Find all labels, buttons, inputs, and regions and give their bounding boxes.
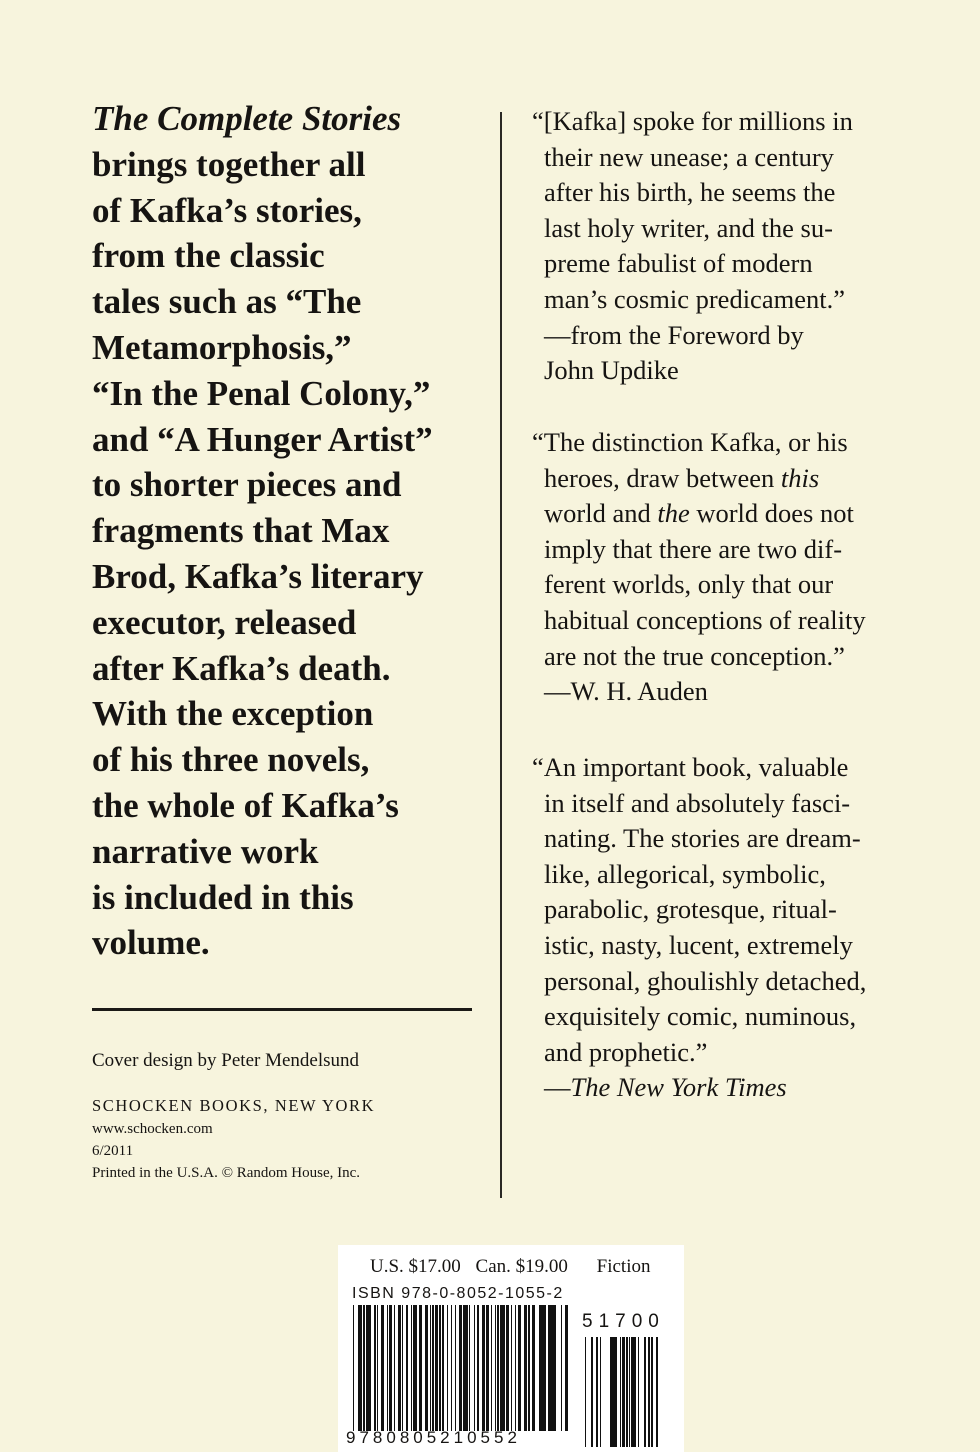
barcode-bar [464,1305,467,1431]
barcode-bar [467,1305,468,1431]
barcode-bar [455,1305,456,1431]
quote-line [532,461,932,497]
blurb-line: Metamorphosis,” [92,327,352,367]
blurb-line: volume. [92,923,210,963]
blurb-line: of his three novels, [92,740,370,780]
quote-line: like, allegorical, symbolic, [544,858,826,889]
blurb-line: brings together all [92,144,366,184]
barcode-bar [461,1305,462,1431]
quote-text: world and [544,498,658,529]
barcode-bar [553,1305,555,1431]
ean-barcode-bars [352,1305,570,1431]
barcode-bar [430,1305,431,1431]
barcode-bar [363,1305,365,1431]
blurb-line: executor, released [92,602,357,642]
barcode-bar [648,1337,650,1447]
barcode-bar [502,1305,505,1431]
barcode-bar [451,1305,452,1431]
quote-line: imply that there are two dif- [544,533,843,564]
quote-line: last holy writer, and the su- [544,212,833,243]
barcode-bar [548,1305,549,1431]
quote-line: “[Kafka] spoke for millions in [532,106,853,136]
blurb-line: tales such as “The [92,282,362,322]
barcode-bar [419,1305,422,1431]
quote-line: “The distinction Kafka, or his [532,427,848,457]
quote-line: preme fabulist of modern [544,248,813,279]
blurb-line: after Kafka’s death. [92,648,391,688]
quote-line: ferent worlds, only that our [544,569,834,600]
barcode-bar [411,1305,412,1431]
barcode-bar [439,1305,440,1431]
barcode-bar [498,1305,499,1431]
barcode-bar [596,1337,598,1447]
price-us: U.S. $17.00 [370,1256,461,1277]
quote-line: are not the true conception.” [544,640,845,671]
cover-design-credit: Cover design by Peter Mendelsund [92,1050,360,1071]
quote-attribution: —from the Foreword by [544,319,804,350]
barcode-bar [565,1305,568,1431]
quote-emphasis: this [780,462,820,493]
quote-attribution: John Updike [544,355,679,386]
barcode-bar [474,1305,475,1431]
barcode-bar [555,1305,556,1431]
book-title: The Complete Stories [92,99,402,138]
barcode-bar [515,1305,516,1431]
quote-line [532,496,932,532]
barcode-bar [506,1305,509,1431]
barcode-bar [361,1305,362,1431]
barcode-bar [610,1337,613,1447]
barcode-bar [381,1305,384,1431]
barcode-bar [440,1305,441,1431]
attribution-dash: — [544,1072,571,1103]
barcode-bar [491,1305,492,1431]
barcode-bar [622,1337,625,1447]
barcode-bar [528,1305,530,1431]
barcode-bar [413,1305,414,1431]
quote-line: istic, nasty, lucent, extremely [544,929,853,960]
barcode-bar [600,1337,601,1447]
barcode-bar [398,1305,401,1431]
price-can: Can. $19.00 [475,1256,568,1277]
barcode-bar [442,1305,444,1431]
barcode-bar [447,1305,448,1431]
price-line [370,1256,661,1278]
printed-notice: Printed in the U.S.A. © Random House, Inc. [92,1165,361,1181]
quote-attribution: —W. H. Auden [544,676,708,707]
blurb-line: the whole of Kafka’s [92,785,399,825]
publisher-name: SCHOCKEN BOOKS, NEW YORK [92,1096,376,1115]
barcode-bar [626,1337,628,1447]
quote-nyt [532,750,932,1106]
barcode-bar [549,1305,552,1431]
barcode-bar [459,1305,461,1431]
blurb-line: fragments that Max [92,511,390,551]
quote-line: “An important book, valuable [532,752,849,782]
quote-line: in itself and absolutely fasci- [544,787,851,818]
barcode-bar [432,1305,434,1431]
barcode-bar [544,1305,546,1431]
barcode-bar [524,1305,527,1431]
horizontal-rule [92,1008,472,1011]
barcode-bar [358,1305,361,1431]
barcode-bar [644,1337,646,1447]
blurb-line: from the classic [92,236,325,276]
barcode-bar [387,1305,388,1431]
quote-line: their new unease; a century [544,141,834,172]
quote-emphasis: the [657,498,690,529]
barcode-bar [532,1305,535,1431]
barcode-bar [613,1337,616,1447]
barcode-bar [561,1305,562,1431]
barcode-bar [518,1305,521,1431]
quote-attribution [532,1070,932,1106]
barcode-bar [402,1305,403,1431]
blurb-line: narrative work [92,831,319,871]
vertical-divider [500,112,502,1198]
barcode-bar [469,1305,470,1431]
barcode-bar [426,1305,428,1431]
blurb-text [92,96,484,966]
barcode-bar [425,1305,426,1431]
quote-line: nating. The stories are dream- [544,823,861,854]
blurb-line: “In the Penal Colony,” [92,373,431,413]
quote-updike [532,104,932,389]
barcode-label [338,1245,684,1452]
quote-text: heroes, draw between [544,462,781,493]
barcode-bar [394,1305,395,1431]
blurb-line: to shorter pieces and [92,465,402,505]
barcode-bar [495,1305,496,1431]
blurb-line: is included in this [92,877,354,917]
barcode-bar [482,1305,485,1431]
barcode-bar [486,1305,489,1431]
barcode-bar [651,1337,653,1447]
ean-digits: 9780805210552 [346,1428,521,1447]
quote-line: exquisitely comic, numinous, [544,1001,857,1032]
isbn-text: ISBN 978-0-8052-1055-2 [352,1285,564,1302]
barcode-bar [374,1305,376,1431]
genre-label: Fiction [596,1256,651,1277]
barcode-bar [634,1337,636,1447]
quote-text: world does not [689,498,854,529]
barcode-bar [353,1305,354,1431]
publisher-website: www.schocken.com [92,1121,213,1137]
barcode-bar [629,1337,630,1447]
quote-line: personal, ghoulishly detached, [544,965,867,996]
quote-line: habitual conceptions of reality [544,604,866,635]
barcode-bar [616,1337,617,1447]
addon-barcode-bars [584,1337,676,1447]
barcode-bar [389,1305,392,1431]
blurb-line: and “A Hunger Artist” [92,419,433,459]
barcode-bar [585,1337,586,1447]
quote-line: and prophetic.” [544,1036,708,1067]
barcode-bar [368,1305,371,1431]
addon-digits: 51700 [582,1311,665,1332]
barcode-bar [620,1337,621,1447]
barcode-bar [591,1337,593,1447]
print-date: 6/2011 [92,1143,134,1159]
quote-line: man’s cosmic predicament.” [544,283,845,314]
quote-line: after his birth, he seems the [544,177,836,208]
barcode-bar [477,1305,479,1431]
blurb-line: With the exception [92,694,374,734]
quote-auden [532,425,932,710]
quote-line: parabolic, grotesque, ritual- [544,894,837,925]
barcode-bar [500,1305,502,1431]
barcode-bar [435,1305,438,1431]
barcode-bar [631,1337,634,1447]
barcode-bar [377,1305,378,1431]
barcode-bar [656,1337,657,1447]
attribution-source: The New York Times [570,1072,787,1103]
blurb-line: of Kafka’s stories, [92,190,362,230]
barcode-bar [366,1305,368,1431]
barcode-bar [511,1305,512,1431]
blurb-column [92,96,484,966]
barcode-bar [406,1305,408,1431]
barcode-bar [414,1305,417,1431]
barcode-bar [638,1337,639,1447]
blurb-line: Brod, Kafka’s literary [92,556,424,596]
credits-block [92,1050,492,1184]
